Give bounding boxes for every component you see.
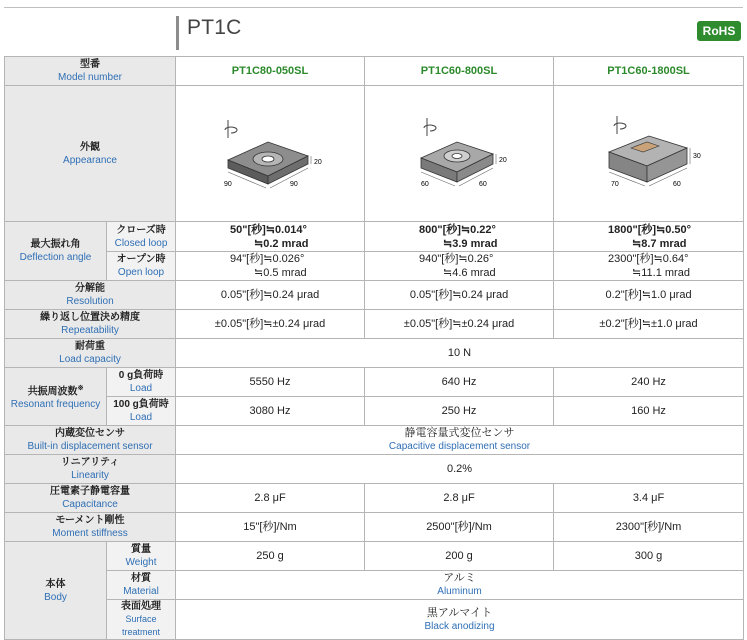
label-resonant: 共振周波数※ Resonant frequency (5, 368, 107, 426)
repeatability-2: ±0.05"[秒]≒±0.24 μrad (365, 310, 554, 339)
model-1: PT1C80-050SL (176, 57, 365, 86)
open-1: 94"[秒]≒0.026° ≒0.5 mrad (176, 252, 365, 281)
page-header (0, 0, 747, 54)
resonant-100g-1: 3080 Hz (176, 397, 365, 426)
row-surface-treatment (5, 600, 744, 640)
stage-image-2 (399, 112, 519, 196)
resolution-1: 0.05"[秒]≒0.24 μrad (176, 281, 365, 310)
repeatability-3: ±0.2"[秒]≒±1.0 μrad (554, 310, 744, 339)
label-model: 型番 Model number (5, 57, 176, 86)
stiffness-2: 2500"[秒]/Nm (365, 513, 554, 542)
stiffness-3: 2300"[秒]/Nm (554, 513, 744, 542)
row-deflection-closed (5, 222, 744, 252)
closed-2: 800"[秒]≒0.22° ≒3.9 mrad (365, 222, 554, 252)
row-sensor (5, 426, 744, 455)
row-material (5, 571, 744, 600)
resolution-3: 0.2"[秒]≒1.0 μrad (554, 281, 744, 310)
resonant-0g-1: 5550 Hz (176, 368, 365, 397)
label-stiffness: モーメント剛性 Moment stiffness (5, 513, 176, 542)
resonant-0g-2: 640 Hz (365, 368, 554, 397)
row-resonant-100g (5, 397, 744, 426)
dim-3-w: 70 (610, 180, 619, 188)
row-load-capacity (5, 339, 744, 368)
appearance-1 (176, 86, 365, 222)
resonant-100g-2: 250 Hz (365, 397, 554, 426)
dim-2-h: 20 (499, 156, 507, 164)
label-sensor: 内蔵変位センサ Built-in displacement sensor (5, 426, 176, 455)
row-resolution (5, 281, 744, 310)
row-model (5, 57, 744, 86)
rohs-badge: RoHS (697, 21, 741, 41)
label-linearity: リニアリティ Linearity (5, 455, 176, 484)
row-capacitance (5, 484, 744, 513)
capacitance-2: 2.8 μF (365, 484, 554, 513)
top-divider (4, 7, 743, 8)
label-deflection: 最大振れ角 Deflection angle (5, 222, 107, 281)
weight-2: 200 g (365, 542, 554, 571)
label-load-capacity: 耐荷重 Load capacity (5, 339, 176, 368)
stiffness-1: 15"[秒]/Nm (176, 513, 365, 542)
row-weight (5, 542, 744, 571)
row-resonant-0g (5, 368, 744, 397)
dim-3-d: 60 (672, 180, 681, 188)
stage-image-1 (210, 112, 330, 196)
load-capacity-value: 10 N (176, 339, 744, 368)
appearance-2 (365, 86, 554, 222)
closed-1: 50"[秒]≒0.014° ≒0.2 mrad (176, 222, 365, 252)
linearity-value: 0.2% (176, 455, 744, 484)
row-stiffness (5, 513, 744, 542)
material-value: アルミ Aluminum (176, 571, 744, 600)
open-2: 940"[秒]≒0.26° ≒4.6 mrad (365, 252, 554, 281)
closed-3: 1800"[秒]≒0.50° ≒8.7 mrad (554, 222, 744, 252)
row-deflection-open (5, 252, 744, 281)
label-open-loop: オープン時 Open loop (107, 252, 176, 281)
capacitance-1: 2.8 μF (176, 484, 365, 513)
model-2: PT1C60-800SL (365, 57, 554, 86)
surface-treatment-value: 黒アルマイト Black anodizing (176, 600, 744, 640)
row-repeatability (5, 310, 744, 339)
row-appearance (5, 86, 744, 222)
capacitance-3: 3.4 μF (554, 484, 744, 513)
label-appearance: 外観 Appearance (5, 86, 176, 222)
dim-3-h: 30 (692, 152, 701, 160)
appearance-3 (554, 86, 744, 222)
label-material: 材質 Material (107, 571, 176, 600)
label-surface-treatment: 表面処理 Surface treatment (107, 600, 176, 640)
label-body: 本体 Body (5, 542, 107, 640)
label-capacitance: 圧電素子静電容量 Capacitance (5, 484, 176, 513)
page-title: PT1C (187, 16, 242, 39)
label-load-100g: 100 g負荷時 Load (107, 397, 176, 426)
label-closed-loop: クローズ時 Closed loop (107, 222, 176, 252)
resolution-2: 0.05"[秒]≒0.24 μrad (365, 281, 554, 310)
label-resolution: 分解能 Resolution (5, 281, 176, 310)
stage-image-3 (589, 112, 709, 196)
dim-1-h: 20 (314, 158, 322, 166)
weight-3: 300 g (554, 542, 744, 571)
sensor-value: 静電容量式変位センサ Capacitive displacement sensor (176, 426, 744, 455)
dim-1-d: 90 (290, 180, 298, 188)
resonant-0g-3: 240 Hz (554, 368, 744, 397)
label-weight: 質量 Weight (107, 542, 176, 571)
model-3: PT1C60-1800SL (554, 57, 744, 86)
title-accent-bar (176, 16, 179, 50)
weight-1: 250 g (176, 542, 365, 571)
label-load-0g: 0 g負荷時 Load (107, 368, 176, 397)
dim-2-d: 60 (479, 180, 487, 188)
dim-2-w: 60 (421, 180, 429, 188)
row-linearity (5, 455, 744, 484)
resonant-100g-3: 160 Hz (554, 397, 744, 426)
open-3: 2300"[秒]≒0.64° ≒11.1 mrad (554, 252, 744, 281)
spec-table (4, 56, 744, 640)
dim-1-w: 90 (224, 180, 232, 188)
repeatability-1: ±0.05"[秒]≒±0.24 μrad (176, 310, 365, 339)
label-repeatability: 繰り返し位置決め精度 Repeatability (5, 310, 176, 339)
